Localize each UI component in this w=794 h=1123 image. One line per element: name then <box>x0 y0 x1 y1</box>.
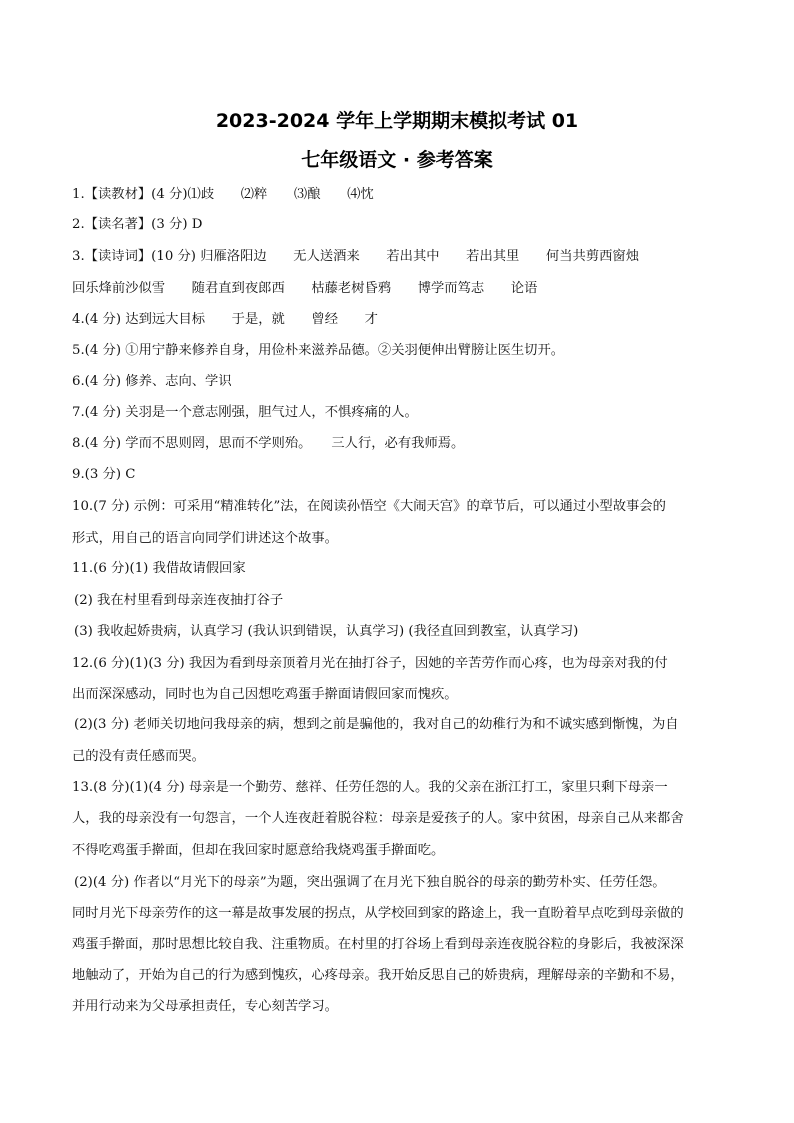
answer-line: 10.(7 分) 示例：可采用“精准转化”法，在阅读孙悟空《大闹天宫》的章节后，可以通过小型故事会的 <box>72 499 666 514</box>
answer-line: (3) 我收起娇贵病，认真学习 (我认识到错误，认真学习) (我径直回到教室，认真学习) <box>74 624 579 639</box>
answer-line: 4.(4 分) 达到远大目标 于是，就 曾经 才 <box>72 312 378 327</box>
answer-line: 3.【读诗词】(10 分) 归雁洛阳边 无人送酒来 若出其中 若出其里 何当共剪西窗烛 <box>72 249 640 264</box>
answer-line: 同时月光下母亲劳作的这一幕是故事发展的拐点，从学校回到家的路途上，我一直盼着早点吃到母亲做的 <box>72 906 684 921</box>
answer-line: 回乐烽前沙似雪 随君直到夜郎西 枯藤老树昏鸦 博学而笃志 论语 <box>72 281 538 296</box>
page-subtitle: 七年级语文 · 参考答案 <box>301 149 493 171</box>
answer-line: 出而深深感动，同时也为自己因想吃鸡蛋手擀面请假回家而愧疚。 <box>72 687 458 702</box>
answer-line: 5.(4 分) ①用宁静来修养自身，用俭朴来滋养品德。②关羽便伸出臂膀让医生切开。 <box>72 343 565 358</box>
answer-line: 8.(4 分) 学而不思则罔，思而不学则殆。 三人行，必有我师焉。 <box>72 436 465 451</box>
answer-line: 并用行动来为父母承担责任，专心刻苦学习。 <box>72 999 338 1014</box>
answer-line: 不得吃鸡蛋手擀面，但却在我回家时愿意给我烧鸡蛋手擀面吃。 <box>72 843 445 858</box>
answer-line: 13.(8 分)(1)(4 分) 母亲是一个勤劳、慈祥、任劳任怨的人。我的父亲在浙江打工，家里只剩下母亲一 <box>72 780 668 795</box>
answer-line: 地触动了，开始为自己的行为感到愧疚，心疼母亲。我开始反思自己的娇贵病，理解母亲的辛勤和不易， <box>72 968 684 983</box>
answer-line: (2) 我在村里看到母亲连夜抽打谷子 <box>74 593 284 608</box>
answer-line: 己的没有责任感而哭。 <box>72 749 205 764</box>
answer-line: 2.【读名著】(3 分) D <box>72 217 203 232</box>
answer-line: 形式，用自己的语言向同学们讲述这个故事。 <box>72 531 338 546</box>
page-title: 2023-2024 学年上学期期末模拟考试 01 <box>215 110 579 132</box>
answer-line: 6.(4 分) 修养、志向、学识 <box>72 374 232 389</box>
answer-line: 7.(4 分) 关羽是一个意志刚强，胆气过人，不惧疼痛的人。 <box>72 405 418 420</box>
answer-line: 1.【读教材】(4 分)⑴歧 ⑵粹 ⑶酿 ⑷忱 <box>72 187 374 202</box>
answer-line: 11.(6 分)(1) 我借故请假回家 <box>72 561 246 576</box>
answer-line: (2)(4 分) 作者以“月光下的母亲”为题，突出强调了在月光下独自脱谷的母亲的勤劳朴实、任劳任怨。 <box>74 875 666 890</box>
answer-line: 9.(3 分) C <box>72 467 136 482</box>
answer-line: 12.(6 分)(1)(3 分) 我因为看到母亲顶着月光在抽打谷子，因她的辛苦劳作而心疼，也为母亲对我的付 <box>72 656 668 671</box>
answer-line: (2)(3 分) 老师关切地问我母亲的病，想到之前是骗他的，我对自己的幼稚行为和不诚实感到惭愧，为自 <box>74 717 679 732</box>
answer-line: 鸡蛋手擀面，那时思想比较自我、注重物质。在村里的打谷场上看到母亲连夜脱谷粒的身影后，我被深深 <box>72 937 684 952</box>
answer-line: 人，我的母亲没有一句怨言，一个人连夜赶着脱谷粒：母亲是爱孩子的人。家中贫困，母亲自己从来都舍 <box>72 811 684 826</box>
